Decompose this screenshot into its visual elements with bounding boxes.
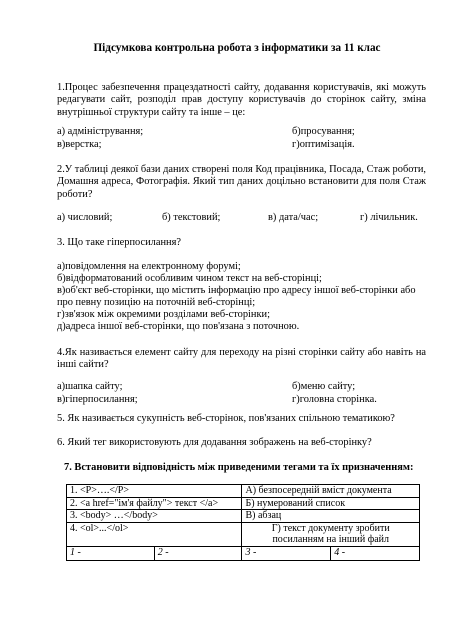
question-7-text: 7. Встановити відповідність між приведеними тегами та їх призначенням: (64, 462, 414, 473)
answer-row (67, 546, 420, 560)
question-6-text: 6. Який тег використовують для додавання зображень на веб-сторінку? (57, 437, 372, 448)
tag-cell: 2. <a href="ім'я файлу"> текст </a> (67, 497, 242, 510)
table-row (67, 485, 420, 498)
question-1-text: 1.Процес забезпечення працездатності сайту, додавання користувачів, які можуть редагувати сайт, розподіл прав доступу користувачів до сторінок сайту, зміна внутрішньої структури сайту та інше – це: (57, 82, 426, 118)
question-4 (57, 347, 426, 372)
tag-cell: 1. <P>….</P> (67, 485, 242, 498)
question-4-text: 4.Як називається елемент сайту для переходу на різні сторінки сайту або навіть на інші сайти? (57, 347, 426, 371)
answer-cell-2[interactable]: 2 - (154, 546, 242, 560)
q3-option-b: б)відформатований особливим чином текст на веб-сторінці; (57, 273, 322, 284)
q2-option-a: а) числовий; (57, 212, 113, 223)
answer-cell-1[interactable]: 1 - (67, 546, 155, 560)
document-title: Підсумкова контрольна робота з інформатики за 11 клас (93, 42, 381, 54)
q3-option-a: а)повідомлення на електронному форумі; (57, 261, 241, 272)
table-row (67, 522, 420, 546)
q3-option-e: д)адреса іншої веб-сторінки, що пов'язана з поточною. (57, 321, 300, 332)
question-3-options (57, 261, 426, 333)
q4-option-d: г)головна сторінка. (292, 394, 377, 405)
question-2-text: 2.У таблиці деякої бази даних створені поля Код працівника, Посада, Стаж роботи, Домашня адреса, Фотографія. Який тип даних доцільно встановити для поля Стаж роботи? (57, 164, 426, 200)
q1-option-b: б)просування; (292, 126, 355, 137)
tag-cell: 3. <body> …</body> (67, 510, 242, 523)
matching-table (66, 484, 420, 561)
purpose-cell: Б) нумерований список (242, 497, 420, 510)
q3-option-c: в)об'єкт веб-сторінки, що містить інформацію про адресу іншої веб-сторінки або про певну позицію на поточній веб-сторінці; (57, 285, 416, 308)
question-5-text: 5. Як називається сукупність веб-сторінок, пов'язаних спільною тематикою? (57, 413, 395, 424)
question-3-text: 3. Що таке гіперпосилання? (57, 237, 181, 248)
purpose-cell: В) абзац (242, 510, 420, 523)
table-row (67, 497, 420, 510)
q3-option-d: г)зв'язок між окремими розділами веб-сторінки; (57, 309, 270, 320)
q4-option-b: б)меню сайту; (292, 381, 356, 392)
q1-option-c: в)верстка; (57, 139, 102, 150)
q2-option-d: г) лічильник. (360, 212, 418, 223)
table-row (67, 510, 420, 523)
q2-option-c: в) дата/час; (268, 212, 319, 223)
question-2 (57, 164, 426, 201)
q1-option-a: а) адміністрування; (57, 126, 144, 137)
q2-option-b: б) текстовий; (162, 212, 221, 223)
q1-option-d: г)оптимізація. (292, 139, 355, 150)
answer-cell-4[interactable]: 4 - (331, 546, 420, 560)
answer-cell-3[interactable]: 3 - (242, 546, 331, 560)
q4-option-c: в)гіперпосилання; (57, 394, 138, 405)
question-1 (57, 82, 426, 119)
q4-option-a: а)шапка сайту; (57, 381, 123, 392)
purpose-cell: А) безпосередній вміст документа (242, 485, 420, 498)
tag-cell: 4. <ol>...</ol> (67, 522, 242, 546)
purpose-cell: Г) текст документу зробити посиланням на інший файл (242, 522, 420, 546)
